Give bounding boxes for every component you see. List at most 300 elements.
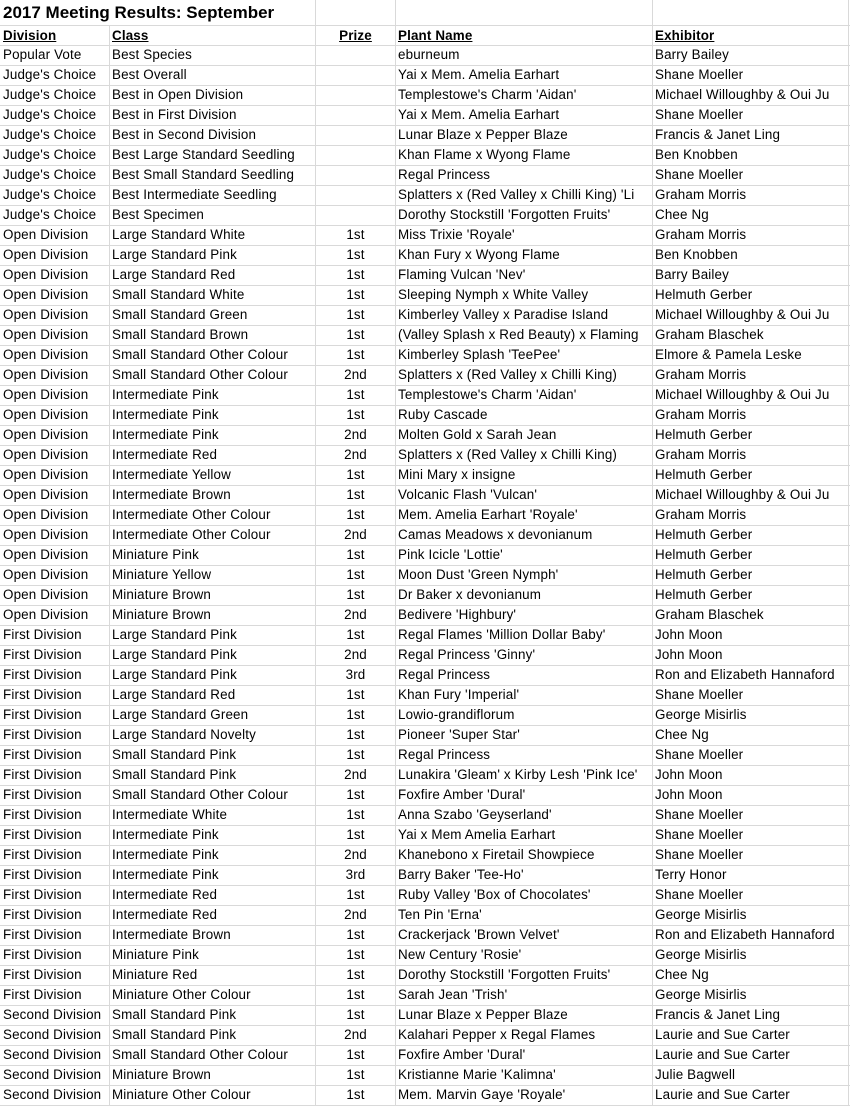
division-cell: Open Division — [3, 387, 89, 402]
prize-cell: 1st — [346, 267, 365, 282]
division-cell: Second Division — [3, 1027, 102, 1042]
class-cell: Large Standard Red — [112, 687, 236, 702]
prize-cell: 1st — [346, 1047, 365, 1062]
prize-cell — [316, 206, 395, 225]
exhibitor-cell: Laurie and Sue Carter — [655, 1047, 790, 1062]
exhibitor-cell: Laurie and Sue Carter — [655, 1087, 790, 1102]
prize-cell: 2nd — [344, 1027, 367, 1042]
plant-name-cell: Kalahari Pepper x Regal Flames — [398, 1027, 596, 1042]
exhibitor-cell: Graham Morris — [655, 367, 747, 382]
plant-name-cell: Yai x Mem. Amelia Earhart — [398, 107, 560, 122]
prize-cell: 1st — [346, 747, 365, 762]
plant-name-cell: Lunakira 'Gleam' x Kirby Lesh 'Pink Ice' — [398, 767, 638, 782]
class-cell: Miniature Brown — [112, 607, 211, 622]
plant-name-cell: Dorothy Stockstill 'Forgotten Fruits' — [398, 207, 611, 222]
division-cell: Open Division — [3, 487, 89, 502]
class-cell: Large Standard Red — [112, 267, 236, 282]
plant-name-cell: Sleeping Nymph x White Valley — [398, 287, 589, 302]
exhibitor-cell: John Moon — [655, 787, 723, 802]
division-cell: First Division — [3, 907, 82, 922]
exhibitor-cell: Shane Moeller — [655, 747, 744, 762]
exhibitor-cell: Graham Morris — [655, 407, 747, 422]
plant-name-cell: Flaming Vulcan 'Nev' — [398, 267, 526, 282]
table-row — [0, 206, 850, 226]
class-cell: Intermediate Pink — [112, 427, 219, 442]
class-cell: Intermediate Yellow — [112, 467, 231, 482]
table-row — [0, 586, 850, 606]
table-row — [0, 726, 850, 746]
exhibitor-cell: Graham Blaschek — [655, 607, 764, 622]
class-cell: Miniature Red — [112, 967, 198, 982]
plant-name-cell: Anna Szabo 'Geyserland' — [398, 807, 552, 822]
table-row — [0, 266, 850, 286]
division-cell: First Division — [3, 847, 82, 862]
division-cell: First Division — [3, 727, 82, 742]
table-row — [0, 526, 850, 546]
table-row — [0, 906, 850, 926]
prize-cell — [316, 66, 395, 85]
table-row — [0, 946, 850, 966]
plant-name-cell: Regal Princess — [398, 667, 491, 682]
prize-cell — [316, 166, 395, 185]
exhibitor-cell: Julie Bagwell — [655, 1067, 736, 1082]
table-row — [0, 546, 850, 566]
class-cell: Miniature Other Colour — [112, 1087, 251, 1102]
exhibitor-cell: Helmuth Gerber — [655, 547, 753, 562]
prize-cell: 1st — [346, 407, 365, 422]
prize-cell: 1st — [346, 287, 365, 302]
prize-cell: 2nd — [344, 527, 367, 542]
class-cell: Intermediate Pink — [112, 847, 219, 862]
division-cell: Open Division — [3, 247, 89, 262]
prize-cell: 1st — [346, 727, 365, 742]
table-row — [0, 886, 850, 906]
gridline — [652, 0, 653, 25]
division-cell: Open Division — [3, 367, 89, 382]
class-cell: Small Standard Pink — [112, 1007, 237, 1022]
table-row — [0, 106, 850, 126]
exhibitor-cell: Graham Morris — [655, 187, 747, 202]
division-cell: Judge's Choice — [3, 207, 97, 222]
plant-name-cell: Molten Gold x Sarah Jean — [398, 427, 557, 442]
prize-cell: 1st — [346, 927, 365, 942]
exhibitor-cell: John Moon — [655, 627, 723, 642]
table-row — [0, 46, 850, 66]
exhibitor-cell: Michael Willoughby & Oui Ju — [655, 307, 830, 322]
class-cell: Best in Open Division — [112, 87, 244, 102]
class-cell: Best Small Standard Seedling — [112, 167, 295, 182]
prize-cell: 2nd — [344, 447, 367, 462]
class-cell: Intermediate Pink — [112, 387, 219, 402]
prize-cell: 1st — [346, 567, 365, 582]
table-row — [0, 346, 850, 366]
class-cell: Best in Second Division — [112, 127, 257, 142]
plant-name-cell: Lowio-grandiflorum — [398, 707, 515, 722]
class-cell: Small Standard Other Colour — [112, 787, 288, 802]
header-row — [0, 26, 850, 46]
plant-name-cell: Khan Fury 'Imperial' — [398, 687, 520, 702]
exhibitor-cell: John Moon — [655, 767, 723, 782]
prize-cell: 1st — [346, 507, 365, 522]
exhibitor-cell: George Misirlis — [655, 707, 747, 722]
prize-cell: 1st — [346, 1087, 365, 1102]
exhibitor-cell: George Misirlis — [655, 947, 747, 962]
table-row — [0, 486, 850, 506]
table-row — [0, 366, 850, 386]
division-cell: Open Division — [3, 267, 89, 282]
table-row — [0, 426, 850, 446]
class-cell: Intermediate Brown — [112, 487, 231, 502]
exhibitor-cell: Michael Willoughby & Oui Ju — [655, 87, 830, 102]
class-cell: Best Large Standard Seedling — [112, 147, 295, 162]
class-cell: Intermediate Red — [112, 887, 218, 902]
division-cell: Open Division — [3, 427, 89, 442]
exhibitor-cell: Michael Willoughby & Oui Ju — [655, 487, 830, 502]
division-cell: Open Division — [3, 607, 89, 622]
prize-cell: 1st — [346, 627, 365, 642]
class-cell: Intermediate Red — [112, 907, 218, 922]
plant-name-cell: Mem. Marvin Gaye 'Royale' — [398, 1087, 566, 1102]
plant-name-cell: Foxfire Amber 'Dural' — [398, 1047, 526, 1062]
exhibitor-cell: John Moon — [655, 647, 723, 662]
prize-cell: 1st — [346, 227, 365, 242]
table-row — [0, 1006, 850, 1026]
division-cell: Open Division — [3, 527, 89, 542]
table-row — [0, 626, 850, 646]
division-cell: Open Division — [3, 227, 89, 242]
prize-cell: 1st — [346, 547, 365, 562]
division-cell: Second Division — [3, 1047, 102, 1062]
plant-name-cell: Regal Princess — [398, 747, 491, 762]
exhibitor-cell: Helmuth Gerber — [655, 427, 753, 442]
plant-name-cell: Kristianne Marie 'Kalimna' — [398, 1067, 556, 1082]
division-cell: Open Division — [3, 407, 89, 422]
class-cell: Miniature Pink — [112, 547, 199, 562]
table-row — [0, 1026, 850, 1046]
division-cell: Open Division — [3, 287, 89, 302]
page-title: 2017 Meeting Results: September — [3, 3, 275, 22]
plant-name-cell: Volcanic Flash 'Vulcan' — [398, 487, 538, 502]
exhibitor-cell: Elmore & Pamela Leske — [655, 347, 802, 362]
division-cell: Open Division — [3, 567, 89, 582]
plant-name-cell: Kimberley Valley x Paradise Island — [398, 307, 609, 322]
table-row — [0, 86, 850, 106]
table-row — [0, 286, 850, 306]
plant-name-cell: Ten Pin 'Erna' — [398, 907, 482, 922]
plant-name-cell: Sarah Jean 'Trish' — [398, 987, 508, 1002]
plant-name-cell: Khan Flame x Wyong Flame — [398, 147, 571, 162]
division-cell: Second Division — [3, 1067, 102, 1082]
plant-name-cell: Camas Meadows x devonianum — [398, 527, 593, 542]
division-cell: Judge's Choice — [3, 187, 97, 202]
class-cell: Miniature Other Colour — [112, 987, 251, 1002]
class-cell: Large Standard White — [112, 227, 246, 242]
prize-cell: 2nd — [344, 607, 367, 622]
prize-cell — [316, 186, 395, 205]
division-cell: First Division — [3, 807, 82, 822]
division-cell: Judge's Choice — [3, 127, 97, 142]
prize-cell: 1st — [346, 707, 365, 722]
header-plant-name: Plant Name — [398, 28, 473, 43]
division-cell: First Division — [3, 887, 82, 902]
table-row — [0, 126, 850, 146]
table-row — [0, 1066, 850, 1086]
table-row — [0, 146, 850, 166]
plant-name-cell: Regal Princess — [398, 167, 491, 182]
class-cell: Best Specimen — [112, 207, 205, 222]
division-cell: First Division — [3, 707, 82, 722]
prize-cell: 1st — [346, 247, 365, 262]
prize-cell — [316, 46, 395, 65]
plant-name-cell: Khan Fury x Wyong Flame — [398, 247, 560, 262]
division-cell: First Division — [3, 747, 82, 762]
exhibitor-cell: Terry Honor — [655, 867, 727, 882]
prize-cell: 2nd — [344, 907, 367, 922]
exhibitor-cell: Francis & Janet Ling — [655, 1007, 781, 1022]
prize-cell — [316, 146, 395, 165]
gridline — [848, 0, 849, 25]
division-cell: First Division — [3, 927, 82, 942]
table-row — [0, 966, 850, 986]
prize-cell — [316, 106, 395, 125]
plant-name-cell: New Century 'Rosie' — [398, 947, 522, 962]
division-cell: First Division — [3, 667, 82, 682]
results-table-body — [0, 46, 850, 1106]
division-cell: First Division — [3, 647, 82, 662]
exhibitor-cell: Chee Ng — [655, 967, 709, 982]
exhibitor-cell: Graham Morris — [655, 507, 747, 522]
division-cell: Judge's Choice — [3, 167, 97, 182]
prize-cell: 2nd — [344, 847, 367, 862]
table-row — [0, 846, 850, 866]
prize-cell: 1st — [346, 967, 365, 982]
exhibitor-cell: Shane Moeller — [655, 887, 744, 902]
division-cell: Open Division — [3, 547, 89, 562]
division-cell: First Division — [3, 987, 82, 1002]
exhibitor-cell: Helmuth Gerber — [655, 567, 753, 582]
prize-cell: 1st — [346, 987, 365, 1002]
class-cell: Intermediate Other Colour — [112, 527, 271, 542]
class-cell: Small Standard Other Colour — [112, 347, 288, 362]
class-cell: Miniature Pink — [112, 947, 199, 962]
plant-name-cell: Yai x Mem. Amelia Earhart — [398, 67, 560, 82]
table-row — [0, 326, 850, 346]
table-row — [0, 306, 850, 326]
table-row — [0, 566, 850, 586]
division-cell: Judge's Choice — [3, 87, 97, 102]
prize-cell: 2nd — [344, 647, 367, 662]
plant-name-cell: Foxfire Amber 'Dural' — [398, 787, 526, 802]
prize-cell: 1st — [346, 687, 365, 702]
division-cell: Second Division — [3, 1007, 102, 1022]
class-cell: Small Standard Pink — [112, 1027, 237, 1042]
prize-cell: 1st — [346, 947, 365, 962]
table-row — [0, 606, 850, 626]
table-row — [0, 786, 850, 806]
class-cell: Small Standard Brown — [112, 327, 249, 342]
class-cell: Miniature Brown — [112, 587, 211, 602]
table-row — [0, 986, 850, 1006]
division-cell: Open Division — [3, 587, 89, 602]
plant-name-cell: Pink Icicle 'Lottie' — [398, 547, 503, 562]
plant-name-cell: Pioneer 'Super Star' — [398, 727, 520, 742]
prize-cell — [316, 86, 395, 105]
title-row — [0, 0, 850, 26]
exhibitor-cell: Ron and Elizabeth Hannaford — [655, 667, 835, 682]
table-row — [0, 66, 850, 86]
class-cell: Miniature Yellow — [112, 567, 212, 582]
class-cell: Small Standard Pink — [112, 767, 237, 782]
prize-cell: 1st — [346, 827, 365, 842]
exhibitor-cell: Graham Blaschek — [655, 327, 764, 342]
exhibitor-cell: Barry Bailey — [655, 267, 729, 282]
class-cell: Intermediate Pink — [112, 867, 219, 882]
table-row — [0, 706, 850, 726]
class-cell: Large Standard Pink — [112, 647, 237, 662]
prize-cell — [316, 126, 395, 145]
division-cell: First Division — [3, 947, 82, 962]
plant-name-cell: eburneum — [398, 47, 460, 62]
prize-cell: 1st — [346, 1067, 365, 1082]
table-row — [0, 806, 850, 826]
header-prize: Prize — [339, 28, 372, 43]
class-cell: Intermediate Brown — [112, 927, 231, 942]
plant-name-cell: Ruby Cascade — [398, 407, 488, 422]
table-row — [0, 446, 850, 466]
plant-name-cell: Templestowe's Charm 'Aidan' — [398, 387, 577, 402]
table-row — [0, 186, 850, 206]
plant-name-cell: (Valley Splash x Red Beauty) x Flaming — [398, 327, 639, 342]
division-cell: Judge's Choice — [3, 147, 97, 162]
plant-name-cell: Regal Princess 'Ginny' — [398, 647, 536, 662]
exhibitor-cell: Helmuth Gerber — [655, 587, 753, 602]
table-row — [0, 406, 850, 426]
exhibitor-cell: Shane Moeller — [655, 807, 744, 822]
division-cell: First Division — [3, 687, 82, 702]
exhibitor-cell: Shane Moeller — [655, 847, 744, 862]
plant-name-cell: Splatters x (Red Valley x Chilli King) — [398, 367, 618, 382]
exhibitor-cell: Shane Moeller — [655, 167, 744, 182]
table-row — [0, 826, 850, 846]
division-cell: First Division — [3, 787, 82, 802]
plant-name-cell: Lunar Blaze x Pepper Blaze — [398, 127, 568, 142]
prize-cell: 1st — [346, 1007, 365, 1022]
class-cell: Large Standard Pink — [112, 247, 237, 262]
exhibitor-cell: Helmuth Gerber — [655, 287, 753, 302]
plant-name-cell: Ruby Valley 'Box of Chocolates' — [398, 887, 591, 902]
plant-name-cell: Mem. Amelia Earhart 'Royale' — [398, 507, 578, 522]
division-cell: Open Division — [3, 507, 89, 522]
prize-cell: 1st — [346, 587, 365, 602]
table-row — [0, 1046, 850, 1066]
plant-name-cell: Splatters x (Red Valley x Chilli King) — [398, 447, 618, 462]
table-row — [0, 746, 850, 766]
class-cell: Large Standard Pink — [112, 627, 237, 642]
class-cell: Small Standard Pink — [112, 747, 237, 762]
table-row — [0, 466, 850, 486]
class-cell: Intermediate Pink — [112, 407, 219, 422]
plant-name-cell: Moon Dust 'Green Nymph' — [398, 567, 559, 582]
plant-name-cell: Kimberley Splash 'TeePee' — [398, 347, 561, 362]
class-cell: Large Standard Pink — [112, 667, 237, 682]
table-row — [0, 226, 850, 246]
prize-cell: 2nd — [344, 767, 367, 782]
division-cell: Judge's Choice — [3, 67, 97, 82]
plant-name-cell: Crackerjack 'Brown Velvet' — [398, 927, 560, 942]
prize-cell: 1st — [346, 787, 365, 802]
class-cell: Miniature Brown — [112, 1067, 211, 1082]
prize-cell: 2nd — [344, 427, 367, 442]
class-cell: Small Standard Other Colour — [112, 1047, 288, 1062]
table-row — [0, 1086, 850, 1106]
plant-name-cell: Miss Trixie 'Royale' — [398, 227, 515, 242]
exhibitor-cell: Chee Ng — [655, 727, 709, 742]
table-row — [0, 926, 850, 946]
class-cell: Large Standard Green — [112, 707, 249, 722]
division-cell: Second Division — [3, 1087, 102, 1102]
division-cell: First Division — [3, 827, 82, 842]
prize-cell: 2nd — [344, 367, 367, 382]
class-cell: Intermediate White — [112, 807, 228, 822]
prize-cell: 1st — [346, 487, 365, 502]
division-cell: First Division — [3, 967, 82, 982]
class-cell: Best Intermediate Seedling — [112, 187, 277, 202]
plant-name-cell: Lunar Blaze x Pepper Blaze — [398, 1007, 568, 1022]
table-row — [0, 646, 850, 666]
prize-cell: 1st — [346, 327, 365, 342]
exhibitor-cell: Shane Moeller — [655, 67, 744, 82]
plant-name-cell: Dr Baker x devonianum — [398, 587, 542, 602]
table-row — [0, 506, 850, 526]
division-cell: Open Division — [3, 467, 89, 482]
exhibitor-cell: Ron and Elizabeth Hannaford — [655, 927, 835, 942]
table-row — [0, 866, 850, 886]
table-row — [0, 686, 850, 706]
prize-cell: 3rd — [345, 667, 366, 682]
plant-name-cell: Khanebono x Firetail Showpiece — [398, 847, 595, 862]
exhibitor-cell: Chee Ng — [655, 207, 709, 222]
plant-name-cell: Bedivere 'Highbury' — [398, 607, 517, 622]
class-cell: Small Standard Other Colour — [112, 367, 288, 382]
division-cell: First Division — [3, 627, 82, 642]
plant-name-cell: Dorothy Stockstill 'Forgotten Fruits' — [398, 967, 611, 982]
exhibitor-cell: Laurie and Sue Carter — [655, 1027, 790, 1042]
class-cell: Small Standard Green — [112, 307, 248, 322]
table-row — [0, 246, 850, 266]
class-cell: Intermediate Pink — [112, 827, 219, 842]
header-class: Class — [112, 28, 149, 43]
division-cell: Open Division — [3, 447, 89, 462]
exhibitor-cell: Michael Willoughby & Oui Ju — [655, 387, 830, 402]
exhibitor-cell: George Misirlis — [655, 987, 747, 1002]
prize-cell: 1st — [346, 347, 365, 362]
gridline — [395, 0, 396, 25]
prize-cell: 1st — [346, 387, 365, 402]
division-cell: First Division — [3, 867, 82, 882]
plant-name-cell: Splatters x (Red Valley x Chilli King) 'Li — [398, 187, 635, 202]
table-row — [0, 766, 850, 786]
prize-cell: 1st — [346, 807, 365, 822]
exhibitor-cell: Shane Moeller — [655, 107, 744, 122]
exhibitor-cell: George Misirlis — [655, 907, 747, 922]
division-cell: Open Division — [3, 347, 89, 362]
class-cell: Intermediate Other Colour — [112, 507, 271, 522]
division-cell: Popular Vote — [3, 47, 82, 62]
exhibitor-cell: Shane Moeller — [655, 687, 744, 702]
class-cell: Best Species — [112, 47, 192, 62]
exhibitor-cell: Helmuth Gerber — [655, 527, 753, 542]
class-cell: Large Standard Novelty — [112, 727, 256, 742]
